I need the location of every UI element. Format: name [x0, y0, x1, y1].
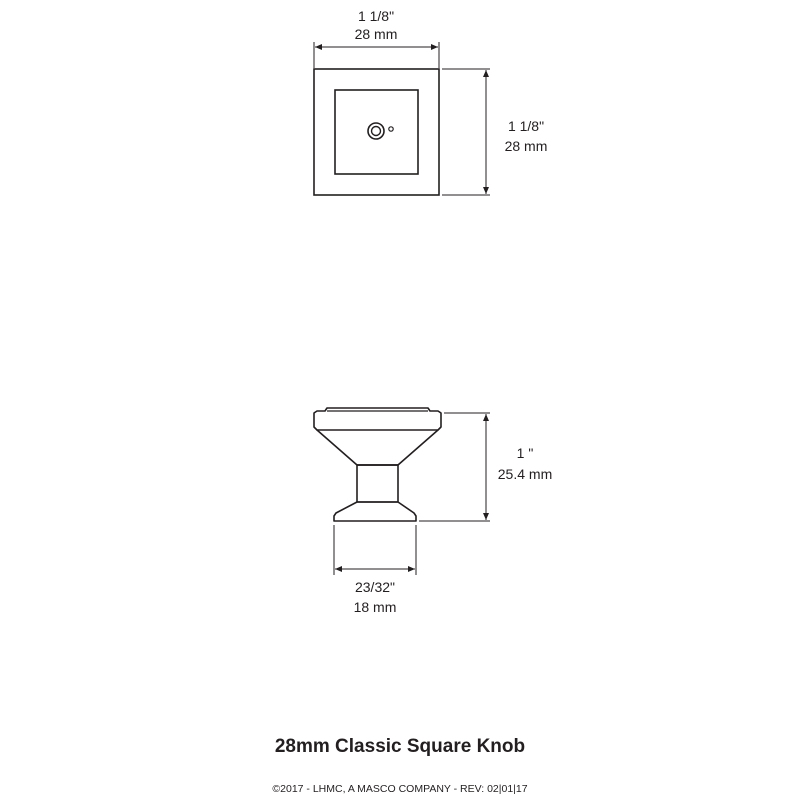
side-base-mm-label: 18 mm: [353, 599, 397, 615]
side-view: [314, 408, 490, 575]
top-view: [314, 42, 490, 195]
copyright-footer: ©2017 - LHMC, A MASCO COMPANY - REV: 02|01|17: [272, 783, 528, 795]
knob-side-neck: [357, 465, 398, 502]
product-title: 28mm Classic Square Knob: [274, 736, 526, 757]
side-height-mm-label: 25.4 mm: [497, 466, 553, 482]
knob-top-outer-square: [314, 69, 439, 195]
knob-top-pin: [389, 127, 393, 131]
side-height-inch-label: 1 ": [516, 445, 534, 461]
top-width-mm-label: 28 mm: [354, 26, 398, 42]
knob-side-body: [317, 430, 438, 465]
knob-top-screw-inner: [372, 127, 381, 136]
top-height-mm-label: 28 mm: [504, 138, 548, 154]
knob-side-base: [334, 502, 416, 521]
top-width-inch-label: 1 1/8": [357, 8, 395, 24]
knob-top-screw-outer: [368, 123, 384, 139]
top-height-inch-label: 1 1/8": [507, 118, 545, 134]
knob-top-inner-square: [335, 90, 418, 174]
side-base-inch-label: 23/32": [354, 579, 395, 595]
